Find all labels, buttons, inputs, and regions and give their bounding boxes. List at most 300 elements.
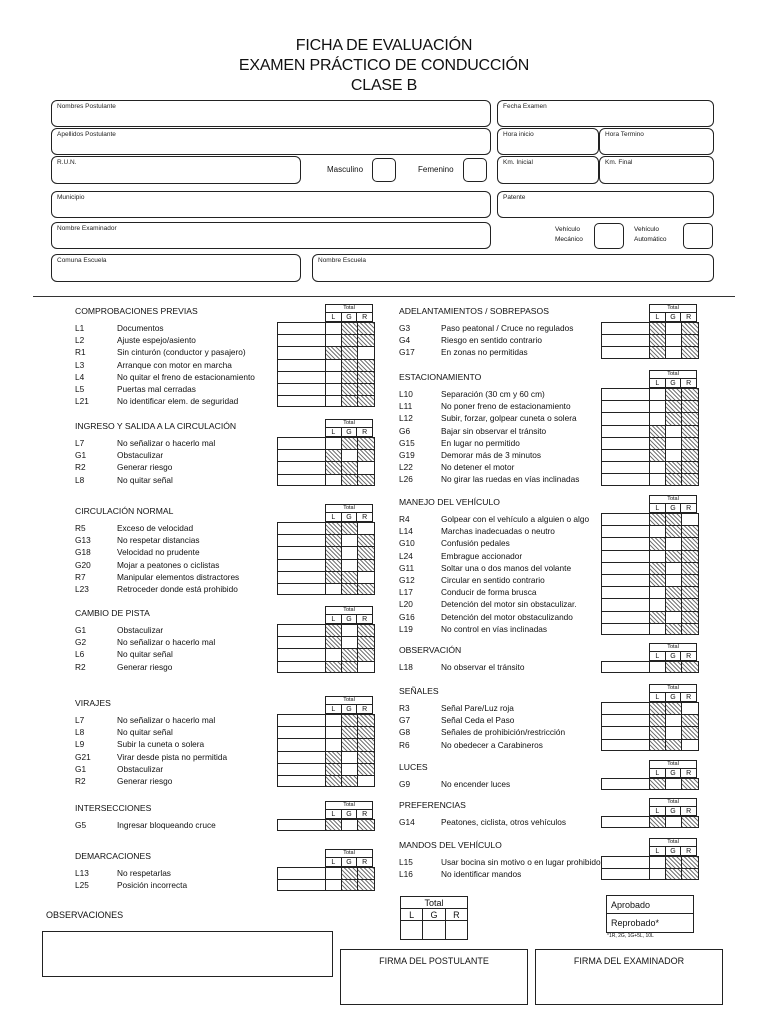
- section-title: OBSERVACIÓN: [399, 645, 462, 655]
- item-cells: [277, 726, 375, 738]
- l-label: L: [650, 652, 666, 661]
- mark-cell[interactable]: [278, 450, 326, 461]
- r-cell: [358, 384, 374, 395]
- mark-cell[interactable]: [278, 880, 326, 890]
- g-cell: [342, 396, 358, 406]
- mark-cell[interactable]: [278, 739, 326, 750]
- observaciones-box[interactable]: [42, 931, 333, 977]
- item-cells: [601, 598, 699, 610]
- r-cell: [682, 474, 698, 484]
- item-code: L20: [399, 599, 413, 610]
- mark-cell[interactable]: [602, 450, 650, 461]
- hora-inicio-field[interactable]: [497, 128, 599, 155]
- km-final-field[interactable]: [599, 156, 714, 184]
- mark-cell[interactable]: [602, 389, 650, 400]
- section-title: LUCES: [399, 762, 428, 772]
- r-label: R: [362, 514, 368, 521]
- km-inicial-field[interactable]: [497, 156, 599, 184]
- g-label: G: [666, 313, 682, 322]
- nombre-escuela-field[interactable]: [312, 254, 714, 282]
- item-description: Posición incorrecta: [117, 880, 188, 891]
- l-cell[interactable]: [326, 396, 342, 406]
- l-cell: [326, 752, 342, 763]
- mark-cell[interactable]: [602, 869, 650, 879]
- checklist-row: [75, 763, 405, 775]
- r-cell[interactable]: [358, 347, 374, 358]
- item-code: G18: [75, 547, 91, 558]
- item-code: G17: [399, 347, 415, 358]
- item-cells: [277, 559, 375, 571]
- l-label: L: [650, 379, 666, 388]
- hora-termino-field[interactable]: [599, 128, 714, 155]
- examinador-field[interactable]: [51, 222, 491, 249]
- total-header: [325, 801, 373, 819]
- r-cell[interactable]: [358, 572, 374, 583]
- l-cell[interactable]: [650, 526, 666, 537]
- l-cell[interactable]: [326, 438, 342, 449]
- mark-cell[interactable]: [602, 624, 650, 634]
- mark-cell[interactable]: [278, 584, 326, 594]
- mark-cell[interactable]: [602, 599, 650, 610]
- checklist-row: [75, 534, 405, 546]
- l-cell[interactable]: [326, 384, 342, 395]
- g-cell[interactable]: [666, 575, 682, 586]
- mark-cell[interactable]: [602, 779, 650, 789]
- vehiculo-mecanico-label-1: Vehículo: [555, 226, 580, 233]
- item-description: No observar el tránsito: [441, 662, 525, 672]
- g-cell[interactable]: [666, 335, 682, 346]
- femenino-checkbox[interactable]: [463, 158, 487, 182]
- checklist-row: [75, 726, 405, 738]
- mark-cell[interactable]: [602, 323, 650, 334]
- l-cell[interactable]: [650, 857, 666, 868]
- item-cells: [277, 334, 375, 346]
- r-cell[interactable]: [358, 523, 374, 534]
- total-header: [325, 849, 373, 867]
- g-cell[interactable]: [342, 560, 358, 571]
- item-code: R2: [75, 776, 86, 786]
- section-title: ADELANTAMIENTOS / SOBREPASOS: [399, 306, 549, 316]
- item-description: Golpear con el vehículo a alguien o algo: [441, 514, 590, 524]
- checklist-row: [75, 775, 405, 787]
- item-code: G9: [399, 779, 411, 789]
- mark-cell[interactable]: [602, 857, 650, 868]
- item-code: L17: [399, 587, 413, 598]
- g-cell: [342, 776, 358, 786]
- g-cell: [666, 857, 682, 868]
- r-cell[interactable]: [682, 514, 698, 525]
- item-cells: [277, 738, 375, 750]
- item-code: G15: [399, 437, 415, 448]
- masculino-label: Masculino: [327, 165, 364, 174]
- mark-cell[interactable]: [602, 575, 650, 586]
- l-cell[interactable]: [650, 869, 666, 879]
- l-cell[interactable]: [650, 662, 666, 672]
- mark-cell[interactable]: [602, 740, 650, 750]
- mark-cell[interactable]: [602, 347, 650, 357]
- municipio-label: Municipio: [57, 194, 85, 201]
- g-cell: [666, 413, 682, 424]
- g-cell[interactable]: [342, 547, 358, 558]
- l-cell: [650, 612, 666, 623]
- l-cell[interactable]: [650, 624, 666, 634]
- run-field[interactable]: [51, 156, 301, 184]
- item-code: R2: [75, 661, 86, 672]
- section-title: INTERSECCIONES: [75, 803, 152, 813]
- section: [399, 798, 729, 832]
- l-cell[interactable]: [326, 335, 342, 346]
- r-label: R: [686, 653, 692, 660]
- item-description: Usar bocina sin motivo o en lugar prohibido: [441, 857, 601, 867]
- g-cell[interactable]: [666, 612, 682, 623]
- total-summary-box: [400, 896, 468, 940]
- mark-cell[interactable]: [278, 335, 326, 346]
- g-cell[interactable]: [342, 764, 358, 775]
- item-cells: [277, 636, 375, 648]
- mark-cell[interactable]: [278, 560, 326, 571]
- item-cells: [601, 437, 699, 449]
- aprobado-option[interactable]: Aprobado: [607, 896, 693, 914]
- mark-cell[interactable]: [278, 347, 326, 358]
- item-cells: [601, 714, 699, 726]
- total-header: [325, 419, 373, 437]
- item-code: L26: [399, 474, 413, 485]
- municipio-field[interactable]: [51, 191, 491, 218]
- checklist-row: [399, 816, 729, 828]
- section: [75, 304, 405, 411]
- comuna-escuela-field[interactable]: [51, 254, 301, 282]
- mark-cell[interactable]: [602, 587, 650, 598]
- item-cells: [277, 624, 375, 636]
- item-cells: [601, 586, 699, 598]
- l-cell[interactable]: [650, 401, 666, 412]
- total-r-cell[interactable]: [446, 921, 467, 939]
- l-cell[interactable]: [326, 880, 342, 890]
- mark-cell[interactable]: [278, 396, 326, 406]
- femenino-label: Femenino: [418, 165, 454, 174]
- mark-cell[interactable]: [278, 535, 326, 546]
- l-cell[interactable]: [650, 389, 666, 400]
- r-label: R: [362, 811, 368, 818]
- item-code: L10: [399, 389, 413, 399]
- fecha-field[interactable]: [497, 100, 714, 127]
- g-cell[interactable]: [666, 323, 682, 334]
- checklist-row: [399, 702, 729, 714]
- g-cell[interactable]: [666, 563, 682, 574]
- g-cell[interactable]: [666, 426, 682, 437]
- r-cell: [358, 475, 374, 485]
- l-cell[interactable]: [326, 323, 342, 334]
- r-label: R: [686, 505, 692, 512]
- l-cell[interactable]: [650, 599, 666, 610]
- g-cell[interactable]: [666, 727, 682, 738]
- item-description: Señal Pare/Luz roja: [441, 703, 514, 713]
- item-cells: [601, 400, 699, 412]
- checklist-row: [399, 425, 729, 437]
- nombres-field[interactable]: [51, 100, 491, 127]
- mark-cell[interactable]: [278, 372, 326, 383]
- vehiculo-automatico-checkbox[interactable]: [683, 223, 713, 249]
- total-header: [325, 304, 373, 322]
- item-description: Paso peatonal / Cruce no regulados: [441, 323, 574, 333]
- item-description: En lugar no permitido: [441, 437, 520, 448]
- g-cell[interactable]: [342, 450, 358, 461]
- mark-cell[interactable]: [278, 776, 326, 786]
- section: [399, 643, 729, 677]
- l-cell[interactable]: [326, 372, 342, 383]
- total-header: [649, 370, 697, 388]
- mark-cell[interactable]: [278, 523, 326, 534]
- g-cell[interactable]: [666, 347, 682, 357]
- mark-cell[interactable]: [602, 563, 650, 574]
- g-label: G: [342, 810, 358, 819]
- r-cell: [358, 752, 374, 763]
- total-header: [325, 696, 373, 714]
- r-cell[interactable]: [358, 662, 374, 672]
- item-description: Generar riesgo: [117, 661, 173, 672]
- g-cell[interactable]: [666, 538, 682, 549]
- g-cell: [342, 462, 358, 473]
- mark-cell[interactable]: [278, 662, 326, 672]
- item-code: G1: [75, 450, 87, 461]
- item-code: L4: [75, 371, 85, 382]
- item-code: R5: [75, 523, 86, 533]
- item-description: No obedecer a Carabineros: [441, 739, 543, 750]
- mark-cell[interactable]: [602, 413, 650, 424]
- total-label: Total: [326, 420, 372, 428]
- checklist-row: [75, 583, 405, 595]
- item-code: G2: [75, 637, 87, 648]
- item-code: L16: [399, 869, 413, 880]
- g-cell: [666, 462, 682, 473]
- item-code: G7: [399, 715, 411, 726]
- mark-cell[interactable]: [602, 703, 650, 714]
- r-label: R: [686, 694, 692, 701]
- item-code: L7: [75, 715, 85, 725]
- mark-cell[interactable]: [602, 474, 650, 484]
- total-label: Total: [650, 799, 696, 807]
- mark-cell[interactable]: [602, 514, 650, 525]
- g-cell[interactable]: [666, 715, 682, 726]
- r-cell: [682, 401, 698, 412]
- total-header: [649, 304, 697, 322]
- g-cell[interactable]: [342, 535, 358, 546]
- g-label: G: [342, 705, 358, 714]
- checklist-row: [75, 395, 405, 407]
- mark-cell[interactable]: [278, 384, 326, 395]
- g-cell[interactable]: [342, 637, 358, 648]
- mark-cell[interactable]: [602, 426, 650, 437]
- g-cell: [666, 526, 682, 537]
- mark-cell[interactable]: [278, 715, 326, 726]
- item-code: G1: [75, 625, 87, 635]
- r-cell: [682, 462, 698, 473]
- mark-cell[interactable]: [602, 715, 650, 726]
- g-cell[interactable]: [666, 817, 682, 827]
- mark-cell[interactable]: [602, 538, 650, 549]
- mark-cell[interactable]: [278, 323, 326, 334]
- r-label: R: [362, 429, 368, 436]
- g-cell[interactable]: [666, 450, 682, 461]
- total-l-cell[interactable]: [401, 921, 423, 939]
- item-cells: [601, 322, 699, 334]
- r-cell: [358, 637, 374, 648]
- mark-cell[interactable]: [602, 817, 650, 827]
- section-title: VIRAJES: [75, 698, 111, 708]
- mark-cell[interactable]: [602, 662, 650, 672]
- l-label: L: [650, 504, 666, 513]
- g-cell[interactable]: [342, 752, 358, 763]
- firma-postulante-box[interactable]: [340, 949, 528, 1005]
- g-cell[interactable]: [342, 625, 358, 636]
- l-cell: [650, 727, 666, 738]
- mark-cell[interactable]: [602, 438, 650, 449]
- section: [399, 304, 729, 363]
- r-cell[interactable]: [358, 462, 374, 473]
- l-cell[interactable]: [326, 649, 342, 660]
- item-description: Detención del motor sin obstaculizar.: [441, 599, 577, 610]
- checklist-row: [75, 522, 405, 534]
- mark-cell[interactable]: [278, 637, 326, 648]
- r-cell[interactable]: [682, 740, 698, 750]
- l-cell[interactable]: [326, 727, 342, 738]
- total-g-label: G: [423, 909, 445, 920]
- mark-cell[interactable]: [278, 547, 326, 558]
- mark-cell[interactable]: [602, 462, 650, 473]
- mark-cell[interactable]: [278, 727, 326, 738]
- item-cells: [601, 661, 699, 673]
- mark-cell[interactable]: [278, 752, 326, 763]
- l-cell[interactable]: [326, 360, 342, 371]
- vehiculo-mecanico-checkbox[interactable]: [594, 223, 624, 249]
- g-cell: [666, 662, 682, 672]
- mark-cell[interactable]: [278, 820, 326, 830]
- r-cell: [682, 335, 698, 346]
- g-cell[interactable]: [666, 438, 682, 449]
- total-header: [325, 504, 373, 522]
- checklist-row: [75, 624, 405, 636]
- mark-cell[interactable]: [278, 625, 326, 636]
- g-cell: [666, 514, 682, 525]
- total-g-cell[interactable]: [423, 921, 445, 939]
- g-cell: [342, 662, 358, 672]
- total-l-label: L: [401, 909, 423, 920]
- g-label: G: [666, 504, 682, 513]
- patente-field[interactable]: [497, 191, 714, 218]
- mark-cell[interactable]: [278, 868, 326, 879]
- l-cell: [326, 820, 342, 830]
- l-cell: [326, 523, 342, 534]
- checklist-row: [75, 346, 405, 358]
- mark-cell[interactable]: [602, 551, 650, 562]
- r-cell[interactable]: [358, 776, 374, 786]
- l-cell[interactable]: [650, 587, 666, 598]
- checklist-row: [75, 449, 405, 461]
- mark-cell[interactable]: [278, 360, 326, 371]
- l-cell: [326, 535, 342, 546]
- item-code: L23: [75, 584, 89, 594]
- firma-examinador-box[interactable]: [535, 949, 723, 1005]
- hora-termino-label: Hora Termino: [605, 131, 644, 138]
- item-description: No señalizar o hacerlo mal: [117, 637, 216, 648]
- l-cell: [650, 703, 666, 714]
- l-cell[interactable]: [326, 584, 342, 594]
- g-cell: [666, 740, 682, 750]
- observaciones-title: OBSERVACIONES: [46, 910, 124, 920]
- mark-cell[interactable]: [278, 438, 326, 449]
- r-cell: [358, 396, 374, 406]
- l-cell[interactable]: [650, 413, 666, 424]
- r-cell: [682, 869, 698, 879]
- item-cells: [601, 726, 699, 738]
- r-label: R: [686, 770, 692, 777]
- checklist-row: [399, 537, 729, 549]
- l-label: L: [326, 858, 342, 867]
- l-cell: [650, 817, 666, 827]
- masculino-checkbox[interactable]: [372, 158, 396, 182]
- checklist-row: [399, 661, 729, 673]
- l-cell[interactable]: [650, 474, 666, 484]
- mark-cell[interactable]: [602, 526, 650, 537]
- l-cell[interactable]: [326, 475, 342, 485]
- checklist-row: [399, 437, 729, 449]
- section-title: MANEJO DEL VEHÍCULO: [399, 497, 500, 507]
- item-description: No quitar señal: [117, 649, 173, 660]
- g-label: G: [666, 769, 682, 778]
- item-description: Confusión pedales: [441, 538, 510, 549]
- r-cell: [358, 820, 374, 830]
- r-label: R: [686, 808, 692, 815]
- mark-cell[interactable]: [278, 764, 326, 775]
- l-cell[interactable]: [326, 868, 342, 879]
- item-description: Señal Ceda el Paso: [441, 715, 515, 726]
- l-cell[interactable]: [650, 462, 666, 473]
- checklist-row: [399, 412, 729, 424]
- total-label: Total: [650, 761, 696, 769]
- mark-cell[interactable]: [278, 572, 326, 583]
- mark-cell[interactable]: [602, 612, 650, 623]
- g-cell[interactable]: [666, 779, 682, 789]
- mark-cell[interactable]: [278, 475, 326, 485]
- l-cell[interactable]: [650, 551, 666, 562]
- item-description: No quitar señal: [117, 727, 173, 738]
- g-cell: [666, 551, 682, 562]
- g-cell: [342, 739, 358, 750]
- l-label: L: [650, 313, 666, 322]
- item-description: Ajuste espejo/asiento: [117, 335, 196, 346]
- item-description: Obstaculizar: [117, 625, 164, 635]
- mark-cell[interactable]: [278, 649, 326, 660]
- mark-cell[interactable]: [278, 462, 326, 473]
- item-code: G14: [399, 817, 415, 827]
- l-label: L: [326, 513, 342, 522]
- section: [75, 419, 405, 490]
- mark-cell[interactable]: [602, 335, 650, 346]
- section: [399, 684, 729, 755]
- apellidos-field[interactable]: [51, 128, 491, 155]
- l-cell[interactable]: [326, 715, 342, 726]
- mark-cell[interactable]: [602, 727, 650, 738]
- reprobado-option[interactable]: Reprobado*: [611, 918, 660, 928]
- g-cell[interactable]: [342, 820, 358, 830]
- r-cell[interactable]: [682, 703, 698, 714]
- r-cell: [682, 599, 698, 610]
- item-code: R7: [75, 571, 86, 582]
- total-label: Total: [326, 850, 372, 858]
- mark-cell[interactable]: [602, 401, 650, 412]
- l-cell[interactable]: [326, 739, 342, 750]
- item-code: G8: [399, 727, 411, 738]
